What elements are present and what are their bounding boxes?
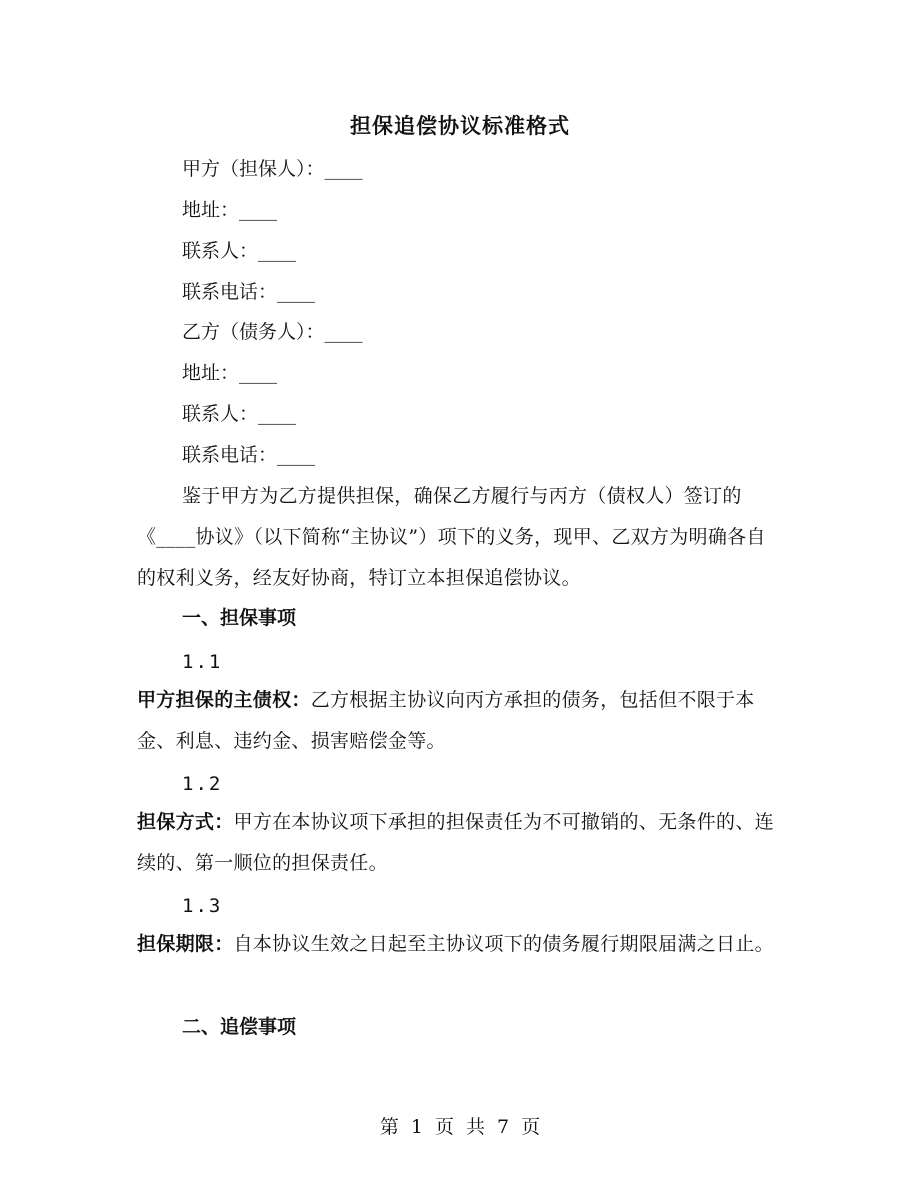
clause-text: 自本协议生效之日起至主协议项下的债务履行期限届满之日止。 <box>233 933 774 955</box>
party-b-address-line: 地址：____ <box>182 362 278 384</box>
page-number-footer: 第 1 页 共 7 页 <box>379 1116 541 1138</box>
clause-number: 1.2 <box>182 773 223 795</box>
section-2-heading: 二、追偿事项 <box>182 1016 297 1038</box>
party-a-address-line: 地址：____ <box>182 199 278 221</box>
party-b-phone-line: 联系电话：____ <box>182 444 316 466</box>
preamble-paragraph: 鉴于甲方为乙方提供担保，确保乙方履行与丙方（债权人）签订的《____协议》（以下简称“主协议”）项下的义务，现甲、乙双方为明确各自的权利义务，经友好协商，特订立本担保追偿协议。 <box>137 485 766 589</box>
clause-number: 1.3 <box>182 895 223 917</box>
clause-text: 甲方在本协议项下承担的担保责任为不可撤销的、无条件的、连续的、第一顺位的担保责任。 <box>137 811 774 874</box>
party-a-phone-line: 联系电话：____ <box>182 281 316 303</box>
party-a-contact-line: 联系人：____ <box>182 240 297 262</box>
clause-1-3-body <box>137 924 777 965</box>
clause-label: 担保期限： <box>137 933 234 955</box>
section-1-heading: 一、担保事项 <box>182 607 297 629</box>
document-title: 担保追偿协议标准格式 <box>350 113 570 138</box>
party-b-name-line: 乙方（债务人）：____ <box>182 321 363 343</box>
clause-label: 担保方式： <box>137 811 234 833</box>
party-a-name-line: 甲方（担保人）：____ <box>182 158 363 180</box>
clause-text: 乙方根据主协议向丙方承担的债务，包括但不限于本金、利息、违约金、损害赔偿金等。 <box>137 689 755 752</box>
clause-number: 1.1 <box>182 651 223 673</box>
clause-1-2-body <box>137 802 777 884</box>
party-b-contact-line: 联系人：____ <box>182 403 297 425</box>
clause-1-1-body <box>137 680 777 762</box>
clause-label: 甲方担保的主债权： <box>137 689 311 711</box>
